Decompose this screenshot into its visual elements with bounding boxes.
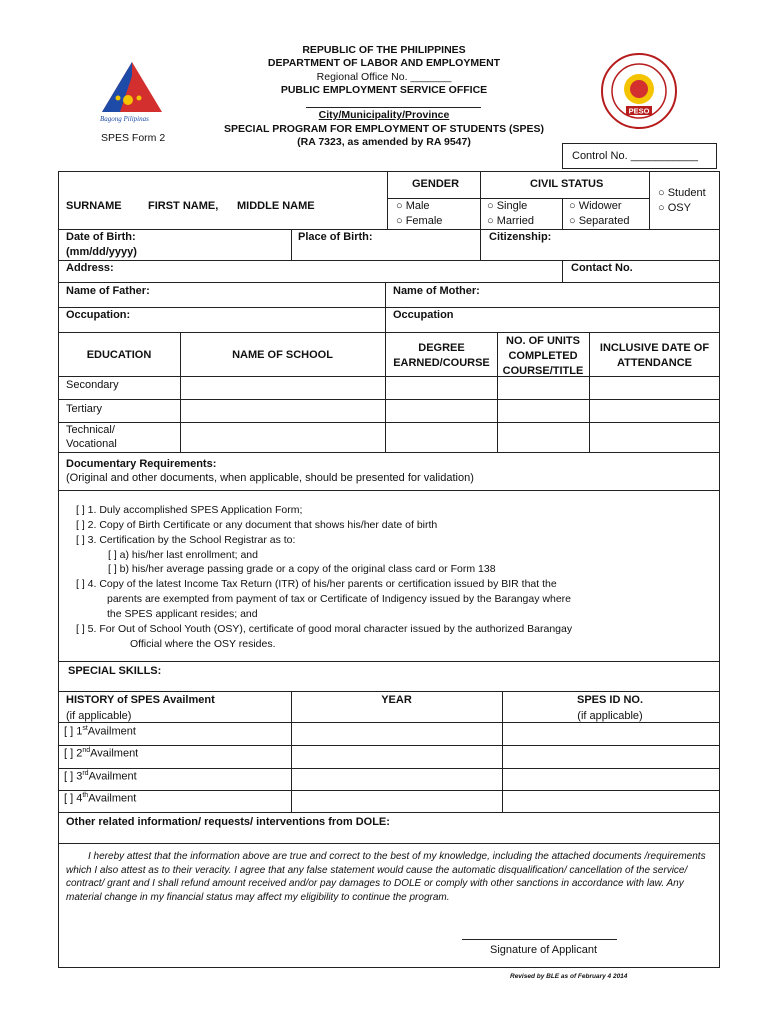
dob-label: Date of Birth: (66, 231, 136, 243)
first-name-label: FIRST NAME, (148, 200, 219, 212)
female-radio[interactable]: ○ Female (396, 215, 443, 227)
req-item-3a[interactable]: [ ] a) his/her last enrollment; and (108, 549, 258, 561)
osy-radio[interactable]: ○ OSY (658, 202, 691, 214)
req-item-3[interactable]: [ ] 3. Certification by the School Registrar as to: (76, 534, 296, 546)
separated-radio[interactable]: ○ Separated (569, 215, 630, 227)
civil-status-label: CIVIL STATUS (530, 178, 604, 190)
single-radio[interactable]: ○ Single (487, 200, 528, 212)
peso-badge-text: PESO (628, 106, 650, 116)
pob-label: Place of Birth: (298, 231, 373, 243)
gender-label: GENDER (412, 178, 460, 190)
availment-2[interactable]: [ ] 2ndAvailment (64, 747, 139, 760)
availment-1[interactable]: [ ] 1stAvailment (64, 725, 136, 738)
special-skills-label: SPECIAL SKILLS: (68, 665, 162, 677)
mother-label: Name of Mother: (393, 285, 480, 297)
other-info-label: Other related information/ requests/ interventions from DOLE: (66, 816, 390, 828)
header-line2: DEPARTMENT OF LABOR AND EMPLOYMENT (267, 57, 501, 69)
req-item-5-cont: Official where the OSY resides. (130, 638, 276, 650)
address-label: Address: (66, 262, 114, 274)
year-label: YEAR (381, 694, 412, 706)
revised-note: Revised by BLE as of February 4 2014 (510, 973, 628, 980)
requirements-title: Documentary Requirements: (66, 458, 217, 470)
city-underline (306, 107, 481, 108)
logo-script-text: Bagong Pilipinas (100, 115, 149, 123)
history-title-sub: (if applicable) (66, 710, 132, 722)
units-header: NO. OF UNITS COMPLETED COURSE/TITLE (502, 335, 584, 377)
header-line7: (RA 7323, as amended by RA 9547) (297, 136, 471, 148)
req-item-4-cont1: parents are exempted from payment of tax or Certificate of Indigency issued by the Barangay where (107, 593, 571, 605)
history-title: HISTORY of SPES Availment (66, 694, 215, 706)
req-item-5[interactable]: [ ] 5. For Out of School Youth (OSY), certificate of good moral character issued by the authorized Barangay (76, 623, 573, 635)
header-line3: Regional Office No. _______ (316, 71, 452, 83)
control-no-label: Control No. ___________ (572, 150, 698, 162)
father-occupation-label: Occupation: (66, 309, 131, 321)
header-line1: REPUBLIC OF THE PHILIPPINES (302, 44, 466, 56)
student-radio[interactable]: ○ Student (658, 187, 706, 199)
attendance-header: INCLUSIVE DATE OF ATTENDANCE (599, 342, 710, 369)
control-no-box[interactable] (562, 143, 717, 169)
citizenship-label: Citizenship: (489, 231, 552, 243)
req-item-1[interactable]: [ ] 1. Duly accomplished SPES Application Form; (76, 504, 303, 516)
attestation-text: I hereby attest that the information above are true and correct to the best of my knowledge, including the attached documents /requirements which I also attest as to their veracity. I agree that any false statement would cause the automatic disqualification/ cancellation of the service/ contract/ grant and I shall refund amount received and/or pay damages to DOLE or comply with other sanctions in accordance with law. Any material change in my financial status may affect my eligibility to continue the program. (66, 851, 706, 903)
dob-format: (mm/dd/yyyy) (66, 246, 137, 258)
male-radio[interactable]: ○ Male (396, 200, 430, 212)
req-item-2[interactable]: [ ] 2. Copy of Birth Certificate or any document that shows his/her date of birth (76, 519, 438, 531)
signature-label: Signature of Applicant (490, 944, 598, 956)
header-line6: SPECIAL PROGRAM FOR EMPLOYMENT OF STUDENTS (SPES) (223, 123, 545, 135)
req-item-4[interactable]: [ ] 4. Copy of the latest Income Tax Return (ITR) of his/her parents or certification issued by BIR that the (76, 578, 557, 590)
requirements-subtitle: (Original and other documents, when applicable, should be presented for validation) (66, 472, 474, 484)
father-label: Name of Father: (66, 285, 150, 297)
degree-header: DEGREE EARNED/COURSE (393, 342, 490, 369)
spes-id-label: SPES ID NO. (576, 694, 644, 706)
mother-occupation-label: Occupation (393, 309, 454, 321)
signature-line[interactable] (462, 939, 617, 940)
header-line5: City/Municipality/Province (318, 109, 450, 121)
req-item-4-cont2: the SPES applicant resides; and (107, 608, 258, 620)
availment-4[interactable]: [ ] 4thAvailment (64, 792, 137, 805)
education-header: EDUCATION (86, 349, 152, 361)
header-line4: PUBLIC EMPLOYMENT SERVICE OFFICE (280, 84, 488, 96)
widower-radio[interactable]: ○ Widower (569, 200, 622, 212)
middle-name-label: MIDDLE NAME (237, 200, 315, 212)
form-label: SPES Form 2 (101, 132, 166, 144)
school-header: NAME OF SCHOOL (232, 349, 333, 361)
edu-row-secondary: Secondary (66, 379, 119, 391)
edu-row-vocational: Technical/ Vocational (66, 424, 117, 450)
surname-label: SURNAME (66, 200, 122, 212)
spes-id-sub: (if applicable) (577, 710, 643, 722)
contact-label: Contact No. (571, 262, 633, 274)
req-item-3b[interactable]: [ ] b) his/her average passing grade or a copy of the original class card or Form 138 (108, 563, 496, 575)
availment-3[interactable]: [ ] 3rdAvailment (64, 770, 137, 783)
edu-row-tertiary: Tertiary (66, 403, 103, 415)
married-radio[interactable]: ○ Married (487, 215, 534, 227)
